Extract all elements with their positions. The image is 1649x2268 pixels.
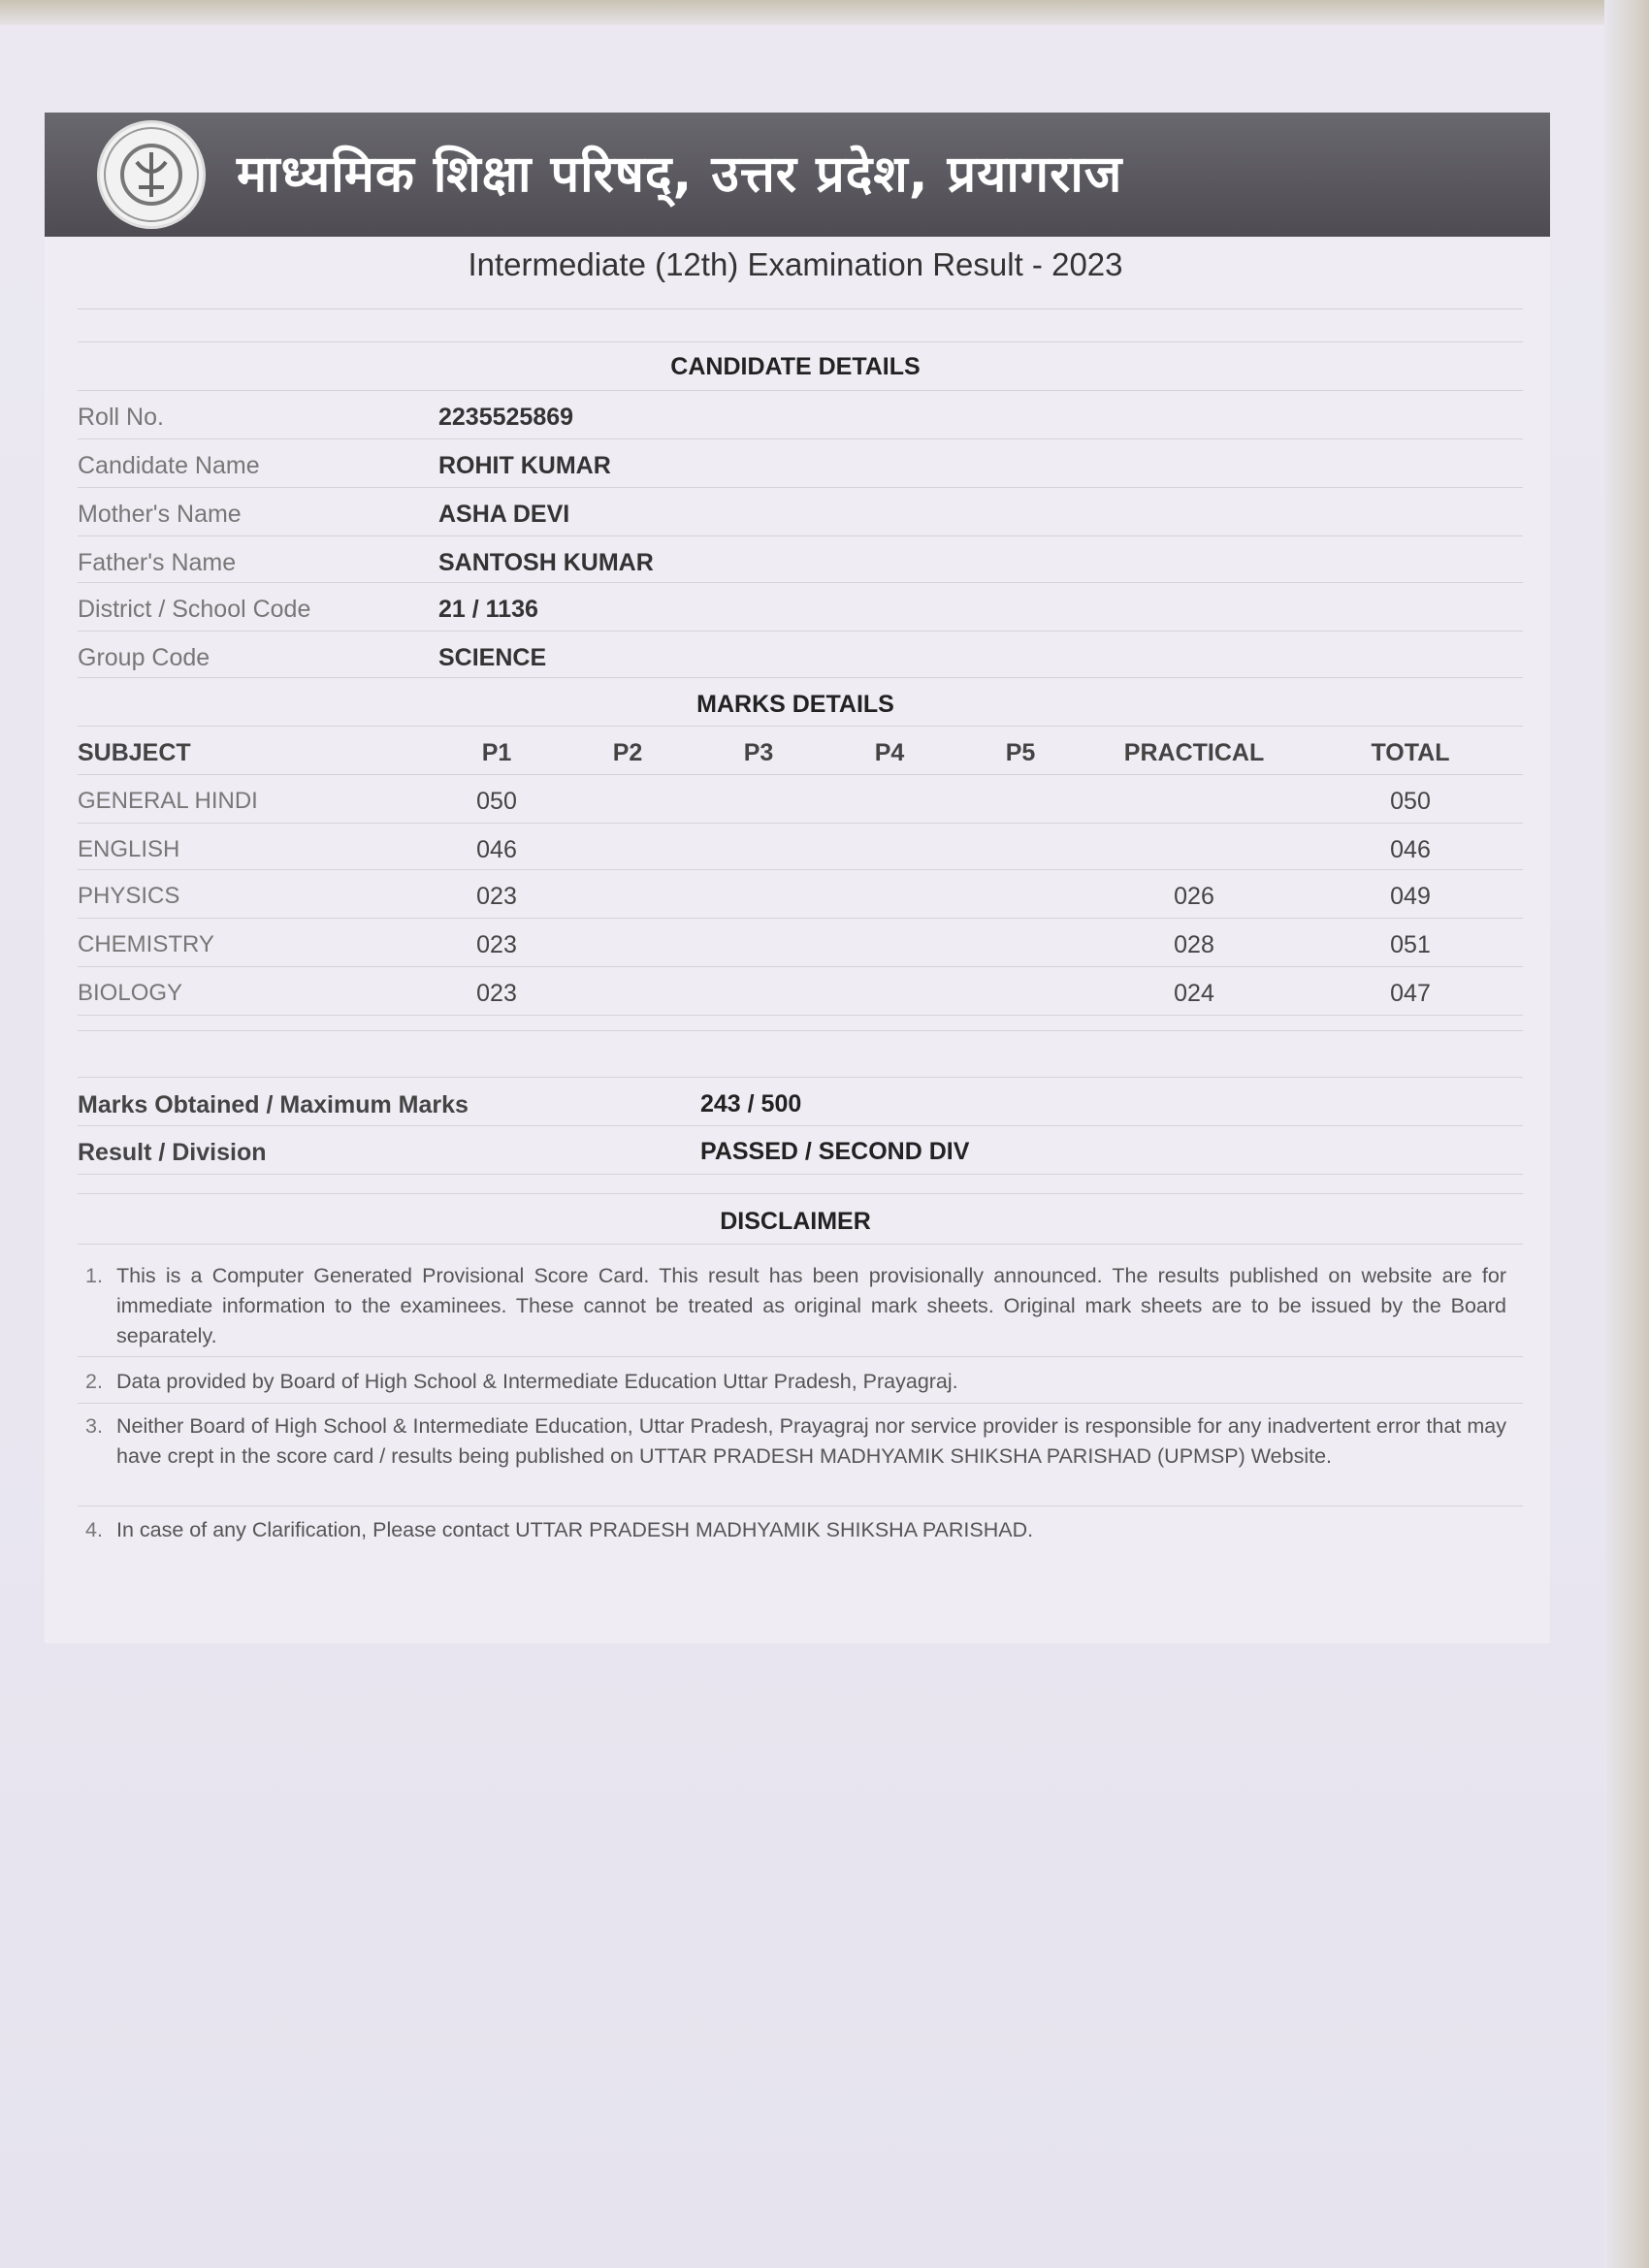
divider	[78, 438, 1523, 439]
table-cell-practical: 028	[1174, 931, 1214, 958]
marks-obtained-label: Marks Obtained / Maximum Marks	[78, 1091, 469, 1118]
divider	[78, 966, 1523, 967]
roll-no-value: 2235525869	[438, 404, 574, 431]
candidate-details-heading: CANDIDATE DETAILS	[670, 353, 921, 380]
divider	[78, 774, 1523, 775]
divider	[78, 726, 1523, 727]
divider	[78, 390, 1523, 391]
scan-edge-right	[1604, 0, 1649, 2268]
exam-title: Intermediate (12th) Examination Result - 2023	[468, 246, 1123, 282]
table-cell-practical: 026	[1174, 883, 1214, 910]
table-row-subject: PHYSICS	[78, 883, 180, 909]
marks-obtained-value: 243 / 500	[700, 1090, 802, 1118]
divider	[78, 1174, 1523, 1175]
divider	[78, 1030, 1523, 1031]
candidate-name-label: Candidate Name	[78, 452, 260, 479]
table-cell-p1: 023	[476, 980, 517, 1007]
scan-edge-top	[0, 0, 1649, 25]
divider	[78, 1015, 1523, 1016]
disclaimer-number: 2.	[85, 1370, 103, 1393]
marks-details-heading: MARKS DETAILS	[696, 691, 894, 718]
divider	[78, 677, 1523, 678]
disclaimer-item	[85, 1411, 1506, 1472]
roll-no-label: Roll No.	[78, 404, 164, 431]
table-cell-total: 051	[1390, 931, 1431, 958]
result-division-label: Result / Division	[78, 1139, 267, 1166]
column-header-p3: P3	[743, 739, 774, 766]
table-cell-p1: 046	[476, 836, 517, 863]
divider	[78, 535, 1523, 536]
group-code-value: SCIENCE	[438, 644, 547, 671]
table-cell-total: 049	[1390, 883, 1431, 910]
divider	[78, 1403, 1523, 1404]
divider	[78, 341, 1523, 342]
disclaimer-text: Neither Board of High School & Intermediate Education, Uttar Pradesh, Prayagraj nor service provider is responsible for any inadvertent error that may have crept in the score card / results being published on UTTAR PRADESH MADHYAMIK SHIKSHA PARISHAD (UPMSP) Website.	[116, 1414, 1506, 1468]
column-header-subject: SUBJECT	[78, 739, 191, 766]
table-row-subject: CHEMISTRY	[78, 931, 214, 957]
district-school-code-value: 21 / 1136	[438, 596, 538, 623]
table-cell-total: 050	[1390, 788, 1431, 815]
divider	[78, 582, 1523, 583]
column-header-p4: P4	[874, 739, 905, 766]
divider	[78, 1244, 1523, 1245]
father-name-value: SANTOSH KUMAR	[438, 549, 654, 576]
disclaimer-heading: DISCLAIMER	[720, 1208, 871, 1235]
column-header-total: TOTAL	[1371, 739, 1450, 766]
divider	[78, 631, 1523, 632]
disclaimer-item	[85, 1367, 1506, 1397]
column-header-p2: P2	[612, 739, 643, 766]
table-row-subject: BIOLOGY	[78, 980, 183, 1006]
upmsp-logo-icon	[97, 120, 206, 229]
divider	[78, 1193, 1523, 1194]
divider	[78, 1077, 1523, 1078]
divider	[78, 487, 1523, 488]
disclaimer-text: Data provided by Board of High School & Intermediate Education Uttar Pradesh, Prayagraj.	[116, 1370, 958, 1393]
district-school-code-label: District / School Code	[78, 596, 311, 623]
disclaimer-number: 4.	[85, 1518, 103, 1541]
disclaimer-text: In case of any Clarification, Please contact UTTAR PRADESH MADHYAMIK SHIKSHA PARISHAD.	[116, 1518, 1034, 1541]
divider	[78, 869, 1523, 870]
divider	[78, 308, 1523, 309]
column-header-practical: PRACTICAL	[1123, 739, 1265, 766]
table-cell-p1: 023	[476, 931, 517, 958]
column-header-p5: P5	[1005, 739, 1036, 766]
mother-name-label: Mother's Name	[78, 501, 242, 528]
divider	[78, 1506, 1523, 1507]
disclaimer-number: 3.	[85, 1414, 103, 1438]
disclaimer-item	[85, 1261, 1506, 1351]
result-division-value: PASSED / SECOND DIV	[700, 1138, 970, 1165]
table-cell-practical: 024	[1174, 980, 1214, 1007]
divider	[78, 918, 1523, 919]
table-cell-total: 046	[1390, 836, 1431, 863]
disclaimer-item	[85, 1515, 1506, 1545]
table-row-subject: ENGLISH	[78, 836, 180, 862]
table-cell-p1: 050	[476, 788, 517, 815]
table-cell-total: 047	[1390, 980, 1431, 1007]
board-title: माध्यमिक शिक्षा परिषद्, उत्तर प्रदेश, प्रयागराज	[237, 146, 1123, 204]
divider	[78, 1356, 1523, 1357]
divider	[78, 1125, 1523, 1126]
candidate-name-value: ROHIT KUMAR	[438, 452, 611, 479]
table-row-subject: GENERAL HINDI	[78, 788, 258, 814]
mother-name-value: ASHA DEVI	[438, 501, 570, 528]
column-header-p1: P1	[481, 739, 512, 766]
disclaimer-number: 1.	[85, 1264, 103, 1287]
disclaimer-text: This is a Computer Generated Provisional Score Card. This result has been provisionally announced. The results published on website are for immediate information to the examinees. These cannot be treated as original mark sheets. Original mark sheets are to be issued by the Board separately.	[116, 1264, 1506, 1347]
table-cell-p1: 023	[476, 883, 517, 910]
group-code-label: Group Code	[78, 644, 210, 671]
father-name-label: Father's Name	[78, 549, 237, 576]
divider	[78, 823, 1523, 824]
